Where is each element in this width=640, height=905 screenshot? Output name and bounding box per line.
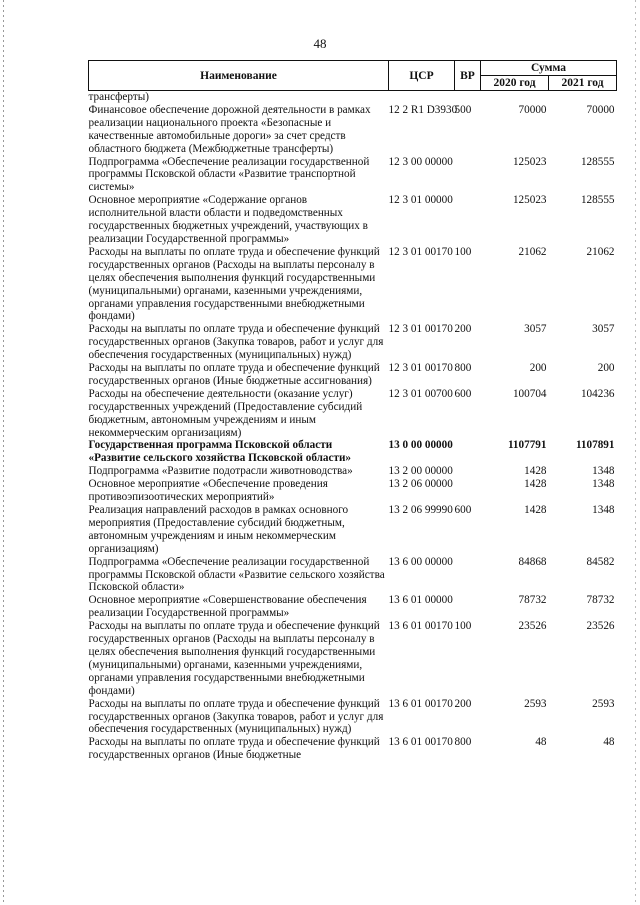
row-csr: 12 3 01 00170 xyxy=(388,323,453,336)
row-vr xyxy=(455,478,481,504)
table-row xyxy=(89,362,617,388)
row-name: Основное мероприятие «Совершенствование обеспечения реализации Государственной программы» xyxy=(88,594,367,620)
row-sum-2021: 200 xyxy=(597,362,615,375)
header-vr: ВР xyxy=(455,61,481,91)
row-vr: 500 xyxy=(454,103,472,116)
table-row xyxy=(89,504,617,556)
table-row xyxy=(89,620,617,697)
header-name: Наименование xyxy=(89,61,389,91)
row-name: Подпрограмма «Обеспечение реализации государственной программы Псковской области «Развитие сельского хозяйства Псковской области» xyxy=(88,555,385,594)
table-row xyxy=(89,104,617,156)
row-vr: 200 xyxy=(454,697,472,710)
row-csr: 12 3 00 00000 xyxy=(388,155,453,168)
row-vr xyxy=(455,439,481,465)
row-sum-2020: 200 xyxy=(529,362,547,375)
row-sum-2021: 2593 xyxy=(592,697,615,710)
row-sum-2021: 128555 xyxy=(580,194,615,207)
row-csr: 13 0 00 00000 xyxy=(388,439,453,452)
row-name: Расходы на обеспечение деятельности (оказание услуг) государственных учреждений (Предоставление субсидий бюджетным, автономным учреждениям и иным некоммерческим организациям) xyxy=(88,387,363,439)
row-vr xyxy=(455,156,481,195)
row-sum-2021: 1348 xyxy=(592,504,615,516)
row-sum-2020: 100704 xyxy=(512,387,547,400)
row-name: Реализация направлений расходов в рамках основного мероприятия (Предоставление субсидий бюджетным, автономным учреждениям и иным некоммерческим организациям) xyxy=(88,504,349,555)
row-sum-2021: 70000 xyxy=(586,103,615,116)
row-name: Государственная программа Псковской области «Развитие сельского хозяйства Псковской области» xyxy=(88,439,352,465)
budget-table xyxy=(88,60,617,762)
row-name: Подпрограмма «Обеспечение реализации государственной программы Псковской области «Развитие транспортной системы» xyxy=(88,155,370,194)
row-csr xyxy=(389,91,455,104)
row-sum-2020: 1428 xyxy=(524,478,547,491)
row-vr xyxy=(455,194,481,246)
row-name: Расходы на выплаты по оплате труда и обеспечение функций государственных органов (Расходы на выплаты персоналу в целях обеспечения выполнения функций государственными (муниципальными) органами, казенными учреждениями, органами управления государственными внебюджетными фондами) xyxy=(88,245,380,323)
table-body xyxy=(89,91,617,763)
row-sum-2020: 84868 xyxy=(518,555,547,568)
row-sum-2020: 3057 xyxy=(524,323,547,336)
header-csr: ЦСР xyxy=(389,61,455,91)
row-sum-2020 xyxy=(481,91,549,104)
row-csr: 12 2 R1 D3930 xyxy=(388,103,458,116)
row-csr: 13 6 00 00000 xyxy=(388,555,453,568)
row-name: Расходы на выплаты по оплате труда и обеспечение функций государственных органов (Иные бюджетные ассигнования) xyxy=(88,362,380,387)
row-csr: 13 6 01 00000 xyxy=(388,594,453,607)
table-row xyxy=(89,91,617,104)
row-sum-2021: 48 xyxy=(603,736,615,749)
row-sum-2020: 78732 xyxy=(518,594,547,607)
row-name: Расходы на выплаты по оплате труда и обеспечение функций государственных органов (Иные бюджетные xyxy=(88,736,380,762)
row-csr: 13 2 06 99990 xyxy=(388,504,453,516)
row-sum-2021: 104236 xyxy=(580,387,615,400)
row-sum-2020: 21062 xyxy=(518,245,547,258)
row-vr: 100 xyxy=(454,245,472,258)
row-sum-2021: 84582 xyxy=(586,555,615,568)
row-vr: 600 xyxy=(454,387,472,400)
header-year-2021: 2021 год xyxy=(549,76,617,91)
row-vr: 200 xyxy=(454,323,472,336)
row-name: Расходы на выплаты по оплате труда и обеспечение функций государственных органов (Закупка товаров, работ и услуг для обеспечения государственных (муниципальных) нужд) xyxy=(88,323,384,362)
row-csr: 13 2 06 00000 xyxy=(388,478,453,491)
row-csr: 13 6 01 00170 xyxy=(388,697,453,710)
table-row xyxy=(89,156,617,195)
table-row xyxy=(89,478,617,504)
row-csr: 13 6 01 00170 xyxy=(388,736,453,749)
row-csr: 12 3 01 00170 xyxy=(388,362,453,375)
table-header xyxy=(89,61,617,91)
table-row xyxy=(89,439,617,465)
row-sum-2020: 1428 xyxy=(524,465,547,478)
row-sum-2021: 23526 xyxy=(586,620,615,633)
row-sum-2020: 1428 xyxy=(524,504,547,516)
row-name: Основное мероприятие «Содержание органов исполнительной власти области и подведомственных государственных бюджетных учреждений, участвующих в реализации Государственной программы» xyxy=(88,194,368,245)
row-sum-2020: 48 xyxy=(535,736,547,749)
row-sum-2020: 70000 xyxy=(518,103,547,116)
table-row xyxy=(89,388,617,440)
table-row xyxy=(89,323,617,362)
row-vr xyxy=(455,91,481,104)
row-sum-2021: 78732 xyxy=(586,594,615,607)
row-csr: 13 6 01 00170 xyxy=(388,620,453,633)
row-vr xyxy=(455,465,481,478)
header-year-2020: 2020 год xyxy=(481,76,549,91)
page-number: 48 xyxy=(313,36,327,51)
row-name: Расходы на выплаты по оплате труда и обеспечение функций государственных органов (Расходы на выплаты персоналу в целях обеспечения выполнения функций государственными (муниципальными) органами, казенными учреждениями, органами управления государственными внебюджетными фондами) xyxy=(88,620,380,697)
row-csr: 12 3 01 00700 xyxy=(388,387,453,400)
row-sum-2021: 1348 xyxy=(592,478,615,491)
row-csr: 12 3 01 00000 xyxy=(388,194,453,207)
row-csr: 13 2 00 00000 xyxy=(388,465,453,478)
row-csr: 12 3 01 00170 xyxy=(388,245,453,258)
row-sum-2021: 3057 xyxy=(592,323,615,336)
row-vr: 100 xyxy=(454,620,472,633)
scan-edge-right xyxy=(635,0,636,905)
row-sum-2020: 125023 xyxy=(512,194,547,207)
header-sum: Сумма xyxy=(481,61,617,76)
row-sum-2021: 1107891 xyxy=(575,439,615,452)
table-row xyxy=(89,465,617,478)
row-vr xyxy=(455,556,481,595)
row-name: Расходы на выплаты по оплате труда и обеспечение функций государственных органов (Закупка товаров, работ и услуг для обеспечения государственных (муниципальных) нужд) xyxy=(88,697,384,736)
row-sum-2020: 23526 xyxy=(518,620,547,633)
scan-edge-left xyxy=(3,0,4,905)
row-sum-2021: 1348 xyxy=(592,465,615,478)
row-sum-2020: 1107791 xyxy=(507,439,547,452)
table-row xyxy=(89,194,617,246)
row-name: Финансовое обеспечение дорожной деятельности в рамках реализации национального проекта «Безопасные и качественные автомобильные дороги» за счет средств областного бюджета (Межбюджетные трансферты) xyxy=(88,103,371,155)
row-sum-2020: 2593 xyxy=(524,697,547,710)
table-row xyxy=(89,698,617,737)
row-name: Подпрограмма «Развитие подотрасли животноводства» xyxy=(88,465,353,478)
table-row xyxy=(89,736,617,762)
row-name: Основное мероприятие «Обеспечение проведения противоэпизоотических мероприятий» xyxy=(88,478,328,504)
table-row xyxy=(89,246,617,323)
row-sum-2021 xyxy=(549,91,617,104)
row-sum-2020: 125023 xyxy=(512,155,547,168)
table-row xyxy=(89,556,617,595)
row-vr: 600 xyxy=(454,504,472,516)
table-row xyxy=(89,594,617,620)
row-vr: 800 xyxy=(454,736,472,749)
row-name: трансферты) xyxy=(88,91,149,103)
row-sum-2021: 21062 xyxy=(586,245,615,258)
row-vr xyxy=(455,594,481,620)
row-sum-2021: 128555 xyxy=(580,155,615,168)
row-vr: 800 xyxy=(454,362,472,375)
